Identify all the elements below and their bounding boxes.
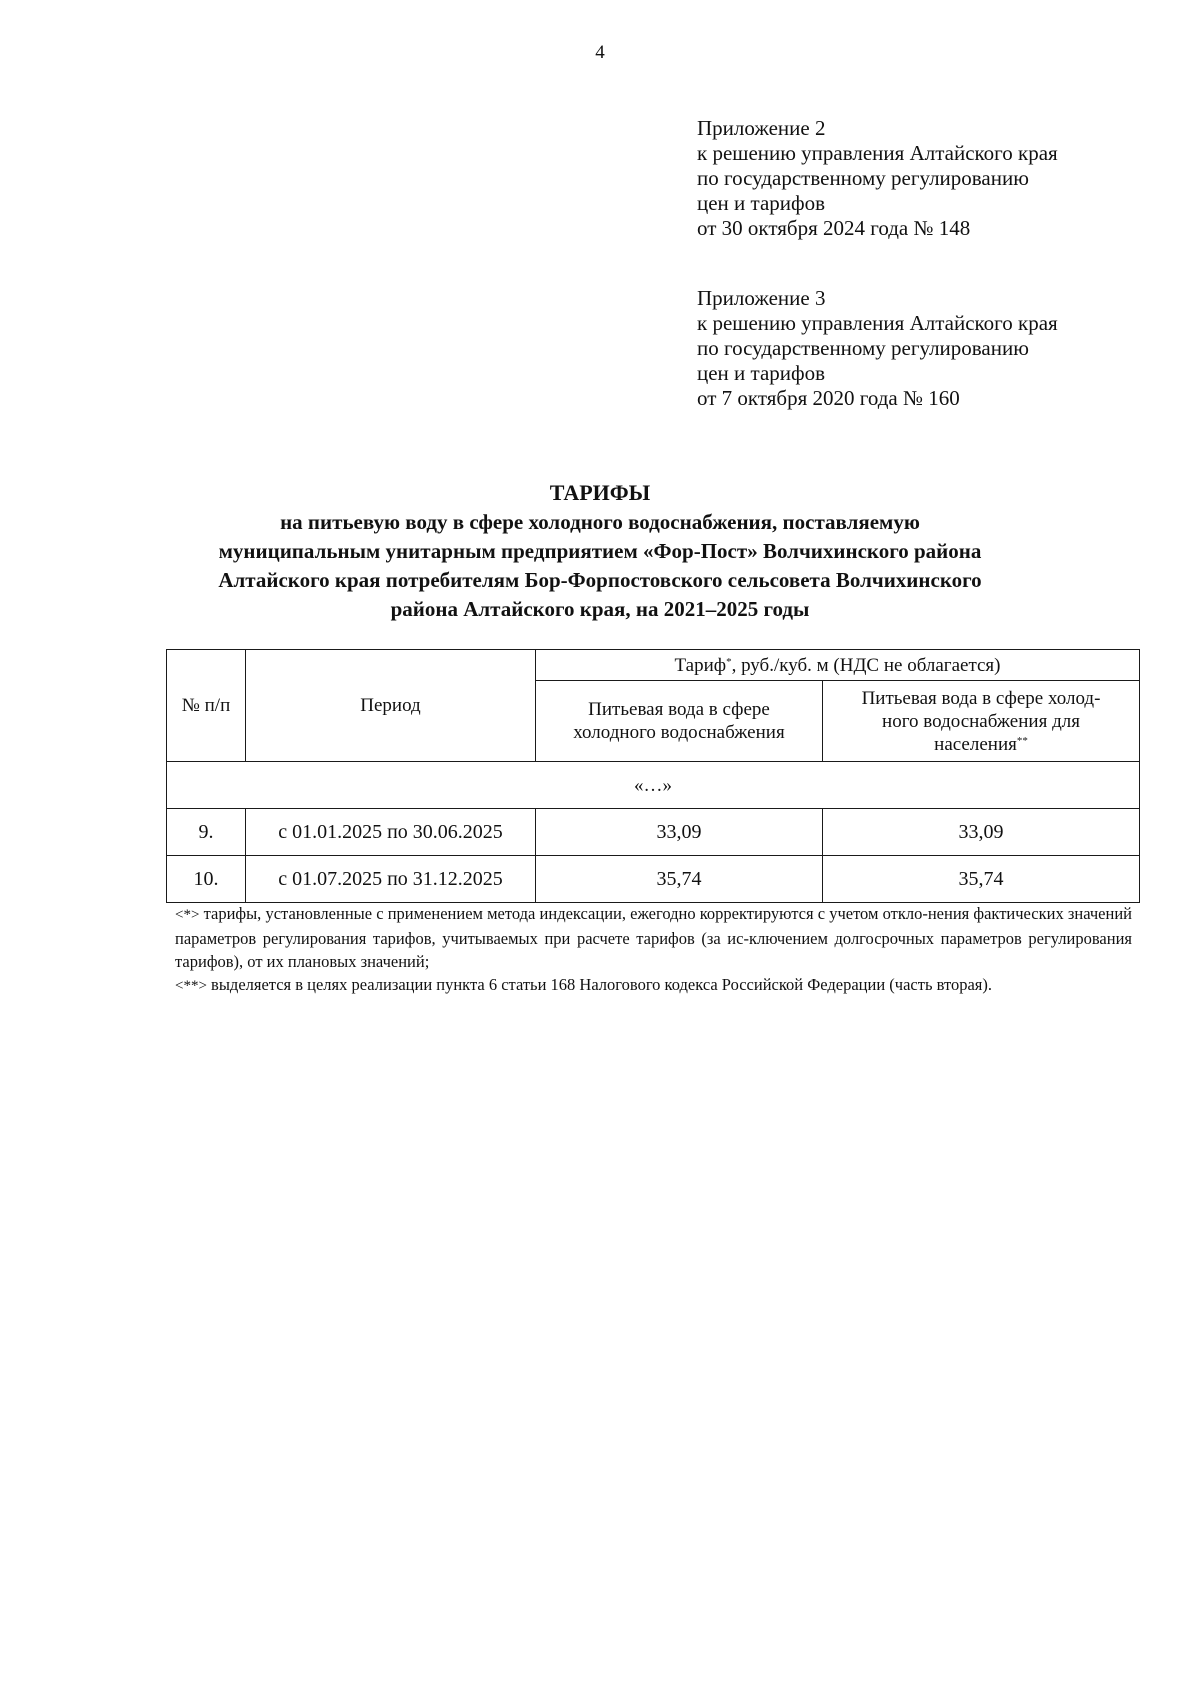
cell-period: с 01.01.2025 по 30.06.2025 <box>246 809 536 856</box>
appendix-3-line: по государственному регулированию <box>697 336 1029 360</box>
header-col-b-mark: ** <box>1016 734 1028 747</box>
header-col-a-line: холодного водоснабжения <box>573 722 785 743</box>
header-col-b-line <box>827 733 1135 756</box>
footnote-2-text: выделяется в целях реализации пункта 6 статьи 168 Налогового кодекса Российской Федерации (часть вторая). <box>206 975 992 994</box>
title-line: на питьевую воду в сфере холодного водоснабжения, поставляемую <box>280 510 920 534</box>
header-col-b-line: Питьевая вода в сфере холод- <box>861 687 1101 709</box>
cell-tariff-b: 33,09 <box>823 809 1140 856</box>
appendix-3-line: к решению управления Алтайского края <box>697 311 1058 335</box>
page-number: 4 <box>595 42 605 63</box>
cell-tariff-b: 35,74 <box>823 856 1140 903</box>
header-tariff <box>536 650 1140 681</box>
appendix-2-line: по государственному регулированию <box>697 166 1029 190</box>
appendix-3-block <box>697 286 1157 411</box>
table-ellipsis-row <box>167 762 1140 809</box>
ellipsis-cell: «…» <box>167 762 1140 809</box>
header-num: № п/п <box>167 650 246 762</box>
title-heading: ТАРИФЫ <box>549 480 651 505</box>
appendix-3-line: цен и тарифов <box>697 361 826 385</box>
table-header-row <box>167 650 1140 681</box>
cell-num: 10. <box>167 856 246 903</box>
header-col-b-line: ного водоснабжения для <box>882 710 1080 732</box>
table-row <box>167 856 1140 903</box>
cell-num: 9. <box>167 809 246 856</box>
footnote-2 <box>175 973 1132 998</box>
title-line: муниципальным унитарным предприятием «Фор-Пост» Волчихинского района <box>218 539 982 563</box>
footnote-1 <box>175 902 1132 973</box>
header-col-a <box>536 681 823 762</box>
appendix-3-line: Приложение 3 <box>697 286 826 310</box>
title-line: района Алтайского края, на 2021–2025 годы <box>390 597 810 621</box>
document-title <box>150 478 1050 624</box>
footnote-1-mark: <*> <box>175 907 200 923</box>
header-period: Период <box>246 650 536 762</box>
header-tariff-suffix: , руб./куб. м (НДС не облагается) <box>731 654 1001 676</box>
header-tariff-mark: * <box>726 655 732 668</box>
footnote-1-text: тарифы, установленные с применением метода индексации, ежегодно корректируются с учетом откло-нения фактических значений параметров регулирования тарифов, учитываемых при расчете тарифов (за ис-ключением долгосрочных параметров регулирования тарифов), от их плановых значений; <box>175 904 1132 971</box>
appendix-2-line: Приложение 2 <box>697 116 826 140</box>
appendix-2-line: цен и тарифов <box>697 191 826 215</box>
appendix-3-line: от 7 октября 2020 года № 160 <box>697 386 960 410</box>
header-col-b-text: населения <box>934 733 1017 755</box>
appendix-2-line: от 30 октября 2024 года № 148 <box>697 216 971 240</box>
header-tariff-prefix: Тариф <box>674 654 727 676</box>
cell-period: с 01.07.2025 по 31.12.2025 <box>246 856 536 903</box>
header-col-a-line: Питьевая вода в сфере <box>588 699 770 720</box>
header-col-b <box>823 681 1140 762</box>
title-line: Алтайского края потребителям Бор-Форпостовского сельсовета Волчихинского <box>218 568 982 592</box>
cell-tariff-a: 33,09 <box>536 809 823 856</box>
footnotes <box>175 902 1132 998</box>
tariffs-table <box>166 649 1140 903</box>
appendix-2-block <box>697 116 1157 241</box>
table-row <box>167 809 1140 856</box>
cell-tariff-a: 35,74 <box>536 856 823 903</box>
appendix-2-line: к решению управления Алтайского края <box>697 141 1058 165</box>
footnote-2-mark: <**> <box>175 978 207 994</box>
